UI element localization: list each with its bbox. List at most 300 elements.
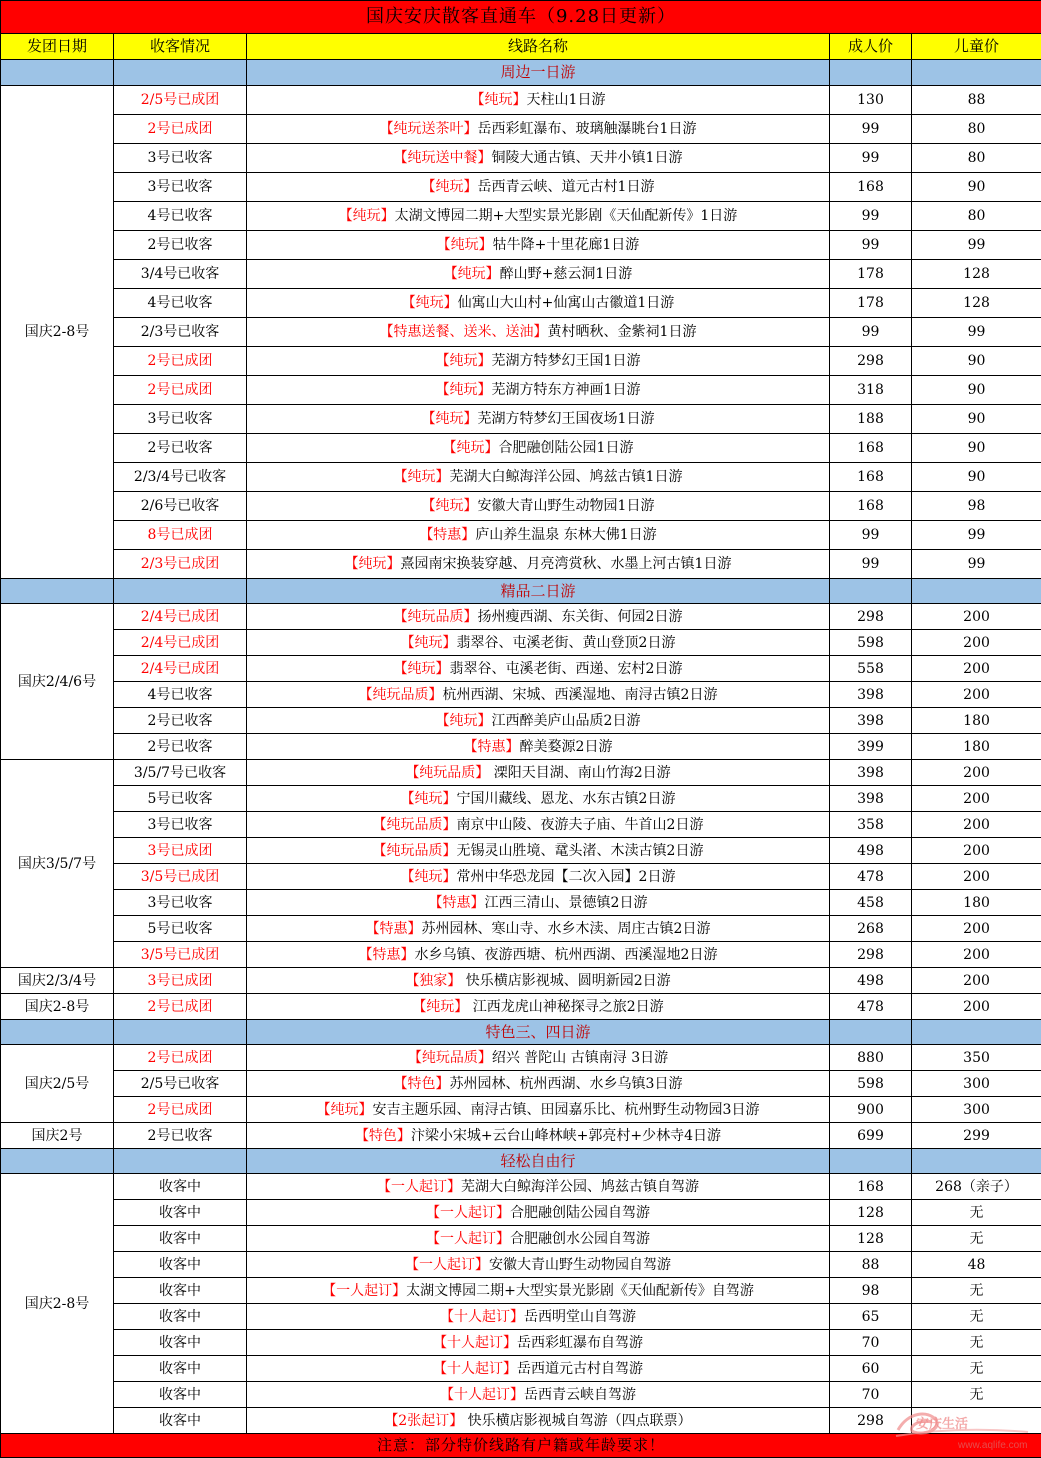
table-row (1, 115, 1041, 144)
route-cell (247, 1252, 830, 1278)
child-price-cell: 99 (912, 550, 1041, 579)
status-cell: 收客中 (114, 1174, 247, 1200)
child-price-cell: 200 (912, 786, 1041, 812)
route-tag: 【2张起订】 (384, 1412, 464, 1429)
child-price-cell: 99 (912, 521, 1041, 550)
status-cell: 2号已成团 (114, 1045, 247, 1071)
route-tag: 【一人起订】 (322, 1282, 407, 1299)
child-price-cell: 无 (912, 1304, 1041, 1330)
route-tag: 【纯玩品质】 (393, 608, 478, 625)
status-cell: 2号已收客 (114, 434, 247, 463)
departure-date-cell: 国庆2/4/6号 (1, 604, 114, 760)
status-cell: 收客中 (114, 1278, 247, 1304)
adult-price-cell: 478 (830, 864, 912, 890)
route-cell (247, 1382, 830, 1408)
col-header-adult: 成人价 (830, 34, 912, 60)
child-price-cell: 90 (912, 347, 1041, 376)
child-price-cell: 无 (912, 1356, 1041, 1382)
route-name: 翡翠谷、屯溪老街、西递、宏村2日游 (449, 660, 683, 677)
route-cell (247, 434, 830, 463)
adult-price-cell: 900 (830, 1097, 912, 1123)
table-row (1, 1304, 1041, 1330)
col-header-status: 收客情况 (114, 34, 247, 60)
status-cell: 2号已成团 (114, 1097, 247, 1123)
route-tag: 【纯玩】 (316, 1101, 373, 1118)
adult-price-cell: 99 (830, 318, 912, 347)
route-tag: 【纯玩送茶叶】 (379, 121, 478, 137)
route-name: 苏州园林、杭州西湖、水乡乌镇3日游 (449, 1075, 683, 1092)
table-row (1, 86, 1041, 115)
table-row (1, 786, 1041, 812)
route-tag: 【纯玩】 (442, 440, 499, 456)
route-cell (247, 1123, 830, 1149)
route-cell (247, 144, 830, 173)
route-name: 岳西彩虹瀑布、玻璃触瀑眺台1日游 (477, 121, 697, 137)
child-price-cell: 200 (912, 812, 1041, 838)
child-price-cell: 无 (912, 1226, 1041, 1252)
section-spacer (830, 579, 912, 604)
route-name: 合肥融创陆公园自驾游 (510, 1204, 650, 1221)
adult-price-cell: 178 (830, 289, 912, 318)
route-cell (247, 942, 830, 968)
status-cell: 2号已成团 (114, 994, 247, 1020)
col-header-date: 发团日期 (1, 34, 114, 60)
route-cell (247, 890, 830, 916)
status-cell: 3号已收客 (114, 405, 247, 434)
route-tag: 【特惠】 (463, 738, 520, 755)
adult-price-cell: 458 (830, 890, 912, 916)
route-name: 杭州西湖、宋城、西溪湿地、南浔古镇2日游 (442, 686, 718, 703)
departure-date-cell: 国庆2-8号 (1, 1174, 114, 1434)
status-cell: 3号已收客 (114, 812, 247, 838)
route-tag: 【纯玩送中餐】 (393, 150, 492, 166)
adult-price-cell: 99 (830, 144, 912, 173)
adult-price-cell: 298 (830, 942, 912, 968)
route-cell (247, 492, 830, 521)
route-tag: 【特惠】 (358, 946, 415, 963)
child-price-cell: 98 (912, 492, 1041, 521)
status-cell: 收客中 (114, 1304, 247, 1330)
child-price-cell: 90 (912, 434, 1041, 463)
route-name: 常州中华恐龙园【二次入园】2日游 (456, 868, 676, 885)
col-header-route: 线路名称 (247, 34, 830, 60)
table-row (1, 1330, 1041, 1356)
table-row (1, 289, 1041, 318)
section-spacer (830, 1020, 912, 1045)
adult-price-cell: 99 (830, 521, 912, 550)
route-tag: 【纯玩】 (400, 790, 457, 807)
status-cell: 2/4号已成团 (114, 630, 247, 656)
child-price-cell: 200 (912, 942, 1041, 968)
table-row (1, 463, 1041, 492)
table-row (1, 656, 1041, 682)
departure-date-cell: 国庆2-8号 (1, 86, 114, 579)
route-tag: 【纯玩】 (412, 998, 469, 1015)
route-tag: 【一人起订】 (377, 1178, 461, 1195)
route-name: 江西醉美庐山品质2日游 (491, 712, 641, 729)
route-tag: 【特惠】 (365, 920, 422, 937)
footer-notice: 注意：部分特价线路有户籍或年龄要求！ (1, 1434, 1041, 1458)
route-cell (247, 347, 830, 376)
route-tag: 【纯玩品质】 (372, 816, 457, 833)
adult-price-cell: 298 (830, 1408, 912, 1434)
table-row (1, 760, 1041, 786)
child-price-cell: 300 (912, 1071, 1041, 1097)
table-row (1, 1226, 1041, 1252)
table-row (1, 231, 1041, 260)
adult-price-cell: 268 (830, 916, 912, 942)
adult-price-cell: 598 (830, 630, 912, 656)
route-tag: 【纯玩】 (435, 382, 492, 398)
adult-price-cell: 498 (830, 968, 912, 994)
route-cell (247, 1408, 830, 1434)
adult-price-cell: 478 (830, 994, 912, 1020)
route-tag: 【纯玩】 (344, 556, 401, 572)
route-cell (247, 1071, 830, 1097)
status-cell: 收客中 (114, 1200, 247, 1226)
section-spacer (912, 60, 1041, 86)
adult-price-cell: 298 (830, 604, 912, 630)
section-title: 轻松自由行 (247, 1149, 830, 1174)
route-tag: 【十人起订】 (440, 1386, 524, 1403)
route-name: 芜湖大白鲸海洋公园、鸠兹古镇1日游 (449, 469, 683, 485)
route-cell (247, 318, 830, 347)
status-cell: 2号已收客 (114, 734, 247, 760)
status-cell: 2/5号已成团 (114, 86, 247, 115)
adult-price-cell: 298 (830, 347, 912, 376)
route-cell (247, 1174, 830, 1200)
section-spacer (912, 579, 1041, 604)
section-spacer (114, 579, 247, 604)
route-cell (247, 115, 830, 144)
table-row (1, 890, 1041, 916)
status-cell: 3/4号已收客 (114, 260, 247, 289)
status-cell: 2号已成团 (114, 115, 247, 144)
status-cell: 3号已成团 (114, 968, 247, 994)
route-cell (247, 260, 830, 289)
departure-date-cell: 国庆3/5/7号 (1, 760, 114, 968)
table-row (1, 838, 1041, 864)
table-row (1, 144, 1041, 173)
child-price-cell: 99 (912, 231, 1041, 260)
route-tag: 【纯玩】 (443, 266, 500, 282)
child-price-cell: 128 (912, 289, 1041, 318)
child-price-cell: 48 (912, 1252, 1041, 1278)
route-name: 苏州园林、寒山寺、水乡木渎、周庄古镇2日游 (421, 920, 711, 937)
route-name: 庐山养生温泉 东林大佛1日游 (475, 527, 657, 543)
child-price-cell: 200 (912, 682, 1041, 708)
route-name: 芜湖大白鲸海洋公园、鸠兹古镇自驾游 (461, 1178, 699, 1195)
departure-date-cell: 国庆2/5号 (1, 1045, 114, 1123)
route-name: 太湖文博园二期+大型实景光影剧《天仙配新传》自驾游 (406, 1282, 754, 1299)
route-tag: 【特惠】 (419, 527, 476, 543)
table-row (1, 405, 1041, 434)
route-name: 岳西道元古村自驾游 (517, 1360, 643, 1377)
adult-price-cell: 99 (830, 231, 912, 260)
section-title: 特色三、四日游 (247, 1020, 830, 1045)
status-cell: 2/3号已收客 (114, 318, 247, 347)
route-name: 宁国川藏线、恩龙、水东古镇2日游 (456, 790, 676, 807)
route-tag: 【特色】 (354, 1127, 411, 1144)
route-name: 合肥融创陆公园1日游 (498, 440, 634, 456)
table-row (1, 202, 1041, 231)
adult-price-cell: 65 (830, 1304, 912, 1330)
adult-price-cell: 128 (830, 1226, 912, 1252)
route-name: 扬州瘦西湖、东关街、何园2日游 (477, 608, 683, 625)
route-name: 绍兴 普陀山 古镇南浔 3日游 (491, 1049, 669, 1066)
child-price-cell: 350 (912, 1045, 1041, 1071)
adult-price-cell: 558 (830, 656, 912, 682)
status-cell: 2/6号已收客 (114, 492, 247, 521)
section-spacer (1, 579, 114, 604)
adult-price-cell: 398 (830, 708, 912, 734)
table-row (1, 173, 1041, 202)
col-header-child: 儿童价 (912, 34, 1041, 60)
route-cell (247, 405, 830, 434)
adult-price-cell: 168 (830, 1174, 912, 1200)
route-tag: 【纯玩】 (421, 411, 478, 427)
status-cell: 2号已成团 (114, 347, 247, 376)
route-name: 芜湖方特梦幻王国夜场1日游 (477, 411, 655, 427)
route-cell (247, 708, 830, 734)
adult-price-cell: 398 (830, 682, 912, 708)
table-row (1, 1200, 1041, 1226)
child-price-cell: 90 (912, 376, 1041, 405)
table-row (1, 1123, 1041, 1149)
table-row (1, 1174, 1041, 1200)
route-name: 安徽大青山野生动物园1日游 (477, 498, 655, 514)
route-cell (247, 202, 830, 231)
child-price-cell: 无 (912, 1200, 1041, 1226)
route-name: 溧阳天目湖、南山竹海2日游 (489, 764, 671, 781)
status-cell: 3号已收客 (114, 144, 247, 173)
route-tag: 【独家】 (405, 972, 462, 989)
route-cell (247, 838, 830, 864)
adult-price-cell: 188 (830, 405, 912, 434)
route-tag: 【十人起订】 (433, 1334, 517, 1351)
child-price-cell: 200 (912, 838, 1041, 864)
adult-price-cell: 699 (830, 1123, 912, 1149)
child-price-cell: 200 (912, 864, 1041, 890)
footer-row (1, 1434, 1041, 1458)
route-tag: 【特惠】 (428, 894, 485, 911)
table-row (1, 260, 1041, 289)
section-spacer (1, 1149, 114, 1174)
route-cell (247, 630, 830, 656)
section-spacer (830, 1149, 912, 1174)
route-cell (247, 1200, 830, 1226)
child-price-cell: 99 (912, 318, 1041, 347)
route-cell (247, 231, 830, 260)
status-cell: 3号已成团 (114, 838, 247, 864)
adult-price-cell: 168 (830, 492, 912, 521)
route-cell (247, 812, 830, 838)
route-cell (247, 1330, 830, 1356)
route-cell (247, 994, 830, 1020)
adult-price-cell: 130 (830, 86, 912, 115)
route-cell (247, 786, 830, 812)
route-tag: 【纯玩】 (401, 295, 458, 311)
child-price-cell: 268（亲子） (912, 1174, 1041, 1200)
table-row (1, 1097, 1041, 1123)
route-cell (247, 916, 830, 942)
status-cell: 收客中 (114, 1226, 247, 1252)
route-name: 水乡乌镇、夜游西塘、杭州西湖、西溪湿地2日游 (414, 946, 718, 963)
route-cell (247, 550, 830, 579)
child-price-cell: 200 (912, 994, 1041, 1020)
adult-price-cell: 99 (830, 550, 912, 579)
route-name: 安吉主题乐园、南浔古镇、田园嘉乐比、杭州野生动物园3日游 (372, 1101, 760, 1118)
route-tag: 【纯玩】 (393, 660, 450, 677)
route-tag: 【纯玩品质】 (372, 842, 457, 859)
route-tag: 【纯玩】 (421, 498, 478, 514)
section-spacer (830, 60, 912, 86)
adult-price-cell: 318 (830, 376, 912, 405)
table-row (1, 812, 1041, 838)
table-row (1, 942, 1041, 968)
section-title: 精品二日游 (247, 579, 830, 604)
route-name: 安徽大青山野生动物园自驾游 (489, 1256, 671, 1273)
route-name: 铜陵大通古镇、天井小镇1日游 (491, 150, 683, 166)
route-name: 快乐横店影视城自驾游（四点联票） (463, 1412, 692, 1429)
table-row (1, 434, 1041, 463)
route-tag: 【纯玩品质】 (407, 1049, 492, 1066)
status-cell: 2号已收客 (114, 1123, 247, 1149)
route-tag: 【特惠送餐、送米、送油】 (379, 324, 548, 340)
table-row (1, 916, 1041, 942)
status-cell: 3号已收客 (114, 173, 247, 202)
table-row (1, 1071, 1041, 1097)
table-row (1, 708, 1041, 734)
table-row (1, 521, 1041, 550)
watermark-url: www.aqlife.com (958, 1440, 1028, 1451)
route-tag: 【纯玩】 (400, 868, 457, 885)
route-cell (247, 1304, 830, 1330)
table-row (1, 1356, 1041, 1382)
section-title: 周边一日游 (247, 60, 830, 86)
child-price-cell: 299 (912, 1123, 1041, 1149)
child-price-cell: 90 (912, 405, 1041, 434)
route-name: 醉美婺源2日游 (519, 738, 613, 755)
route-cell (247, 864, 830, 890)
route-tag: 【一人起订】 (426, 1204, 510, 1221)
child-price-cell: 180 (912, 708, 1041, 734)
route-cell (247, 656, 830, 682)
status-cell: 2号已收客 (114, 231, 247, 260)
route-tag: 【纯玩】 (338, 208, 395, 224)
route-cell (247, 1097, 830, 1123)
route-name: 熹园南宋换装穿越、月亮湾赏秋、水墨上河古镇1日游 (400, 556, 732, 572)
table-row (1, 864, 1041, 890)
adult-price-cell: 598 (830, 1071, 912, 1097)
route-cell (247, 968, 830, 994)
status-cell: 2号已成团 (114, 376, 247, 405)
route-name: 芜湖方特东方神画1日游 (491, 382, 641, 398)
table-row (1, 994, 1041, 1020)
route-tag: 【纯玩】 (435, 353, 492, 369)
route-cell (247, 604, 830, 630)
watermark-text: 安庆生活 (916, 1417, 969, 1432)
route-name: 岳西明堂山自驾游 (524, 1308, 636, 1325)
route-cell (247, 734, 830, 760)
adult-price-cell: 178 (830, 260, 912, 289)
status-cell: 收客中 (114, 1252, 247, 1278)
adult-price-cell: 99 (830, 202, 912, 231)
departure-date-cell: 国庆2-8号 (1, 994, 114, 1020)
adult-price-cell: 168 (830, 434, 912, 463)
child-price-cell: 无 (912, 1330, 1041, 1356)
child-price-cell: 200 (912, 630, 1041, 656)
route-tag: 【十人起订】 (433, 1360, 517, 1377)
route-name: 岳西青云峡自驾游 (524, 1386, 636, 1403)
status-cell: 2/3/4号已收客 (114, 463, 247, 492)
route-name: 太湖文博园二期+大型实景光影剧《天仙配新传》1日游 (394, 208, 738, 224)
route-tag: 【纯玩品质】 (405, 764, 490, 781)
adult-price-cell: 498 (830, 838, 912, 864)
route-name: 翡翠谷、屯溪老街、黄山登顶2日游 (456, 634, 676, 651)
route-tag: 【一人起订】 (426, 1230, 510, 1247)
route-cell (247, 1226, 830, 1252)
route-tag: 【纯玩】 (421, 179, 478, 195)
adult-price-cell: 880 (830, 1045, 912, 1071)
child-price-cell: 90 (912, 173, 1041, 202)
route-cell (247, 1356, 830, 1382)
section-spacer (1, 60, 114, 86)
status-cell: 2/5号已收客 (114, 1071, 247, 1097)
table-row (1, 550, 1041, 579)
adult-price-cell: 88 (830, 1252, 912, 1278)
table-row (1, 1278, 1041, 1304)
section-spacer (114, 60, 247, 86)
child-price-cell: 180 (912, 734, 1041, 760)
table-row (1, 1382, 1041, 1408)
route-cell (247, 86, 830, 115)
adult-price-cell: 60 (830, 1356, 912, 1382)
section-spacer (1, 1020, 114, 1045)
adult-price-cell: 98 (830, 1278, 912, 1304)
status-cell: 3/5号已成团 (114, 942, 247, 968)
status-cell: 2/3号已成团 (114, 550, 247, 579)
child-price-cell: 200 (912, 604, 1041, 630)
route-name: 天柱山1日游 (526, 92, 606, 108)
section-spacer (912, 1020, 1041, 1045)
route-tag: 【纯玩】 (435, 712, 492, 729)
adult-price-cell: 168 (830, 463, 912, 492)
route-cell (247, 1278, 830, 1304)
header-row (1, 34, 1041, 60)
route-cell (247, 173, 830, 202)
route-cell (247, 376, 830, 405)
route-name: 汴梁小宋城+云台山峰林峡+郭亮村+少林寺4日游 (410, 1127, 722, 1144)
table-row (1, 492, 1041, 521)
route-tag: 【纯玩】 (400, 634, 457, 651)
status-cell: 4号已收客 (114, 682, 247, 708)
route-name: 岳西青云峡、道元古村1日游 (477, 179, 655, 195)
table-row (1, 318, 1041, 347)
adult-price-cell: 398 (830, 760, 912, 786)
table-row (1, 734, 1041, 760)
table-row (1, 1252, 1041, 1278)
title-row (1, 1, 1041, 34)
adult-price-cell: 70 (830, 1330, 912, 1356)
child-price-cell: 200 (912, 916, 1041, 942)
child-price-cell: 300 (912, 1097, 1041, 1123)
section-header-row (1, 1149, 1041, 1174)
route-cell (247, 1045, 830, 1071)
section-header-row (1, 1020, 1041, 1045)
adult-price-cell: 99 (830, 115, 912, 144)
section-spacer (114, 1149, 247, 1174)
